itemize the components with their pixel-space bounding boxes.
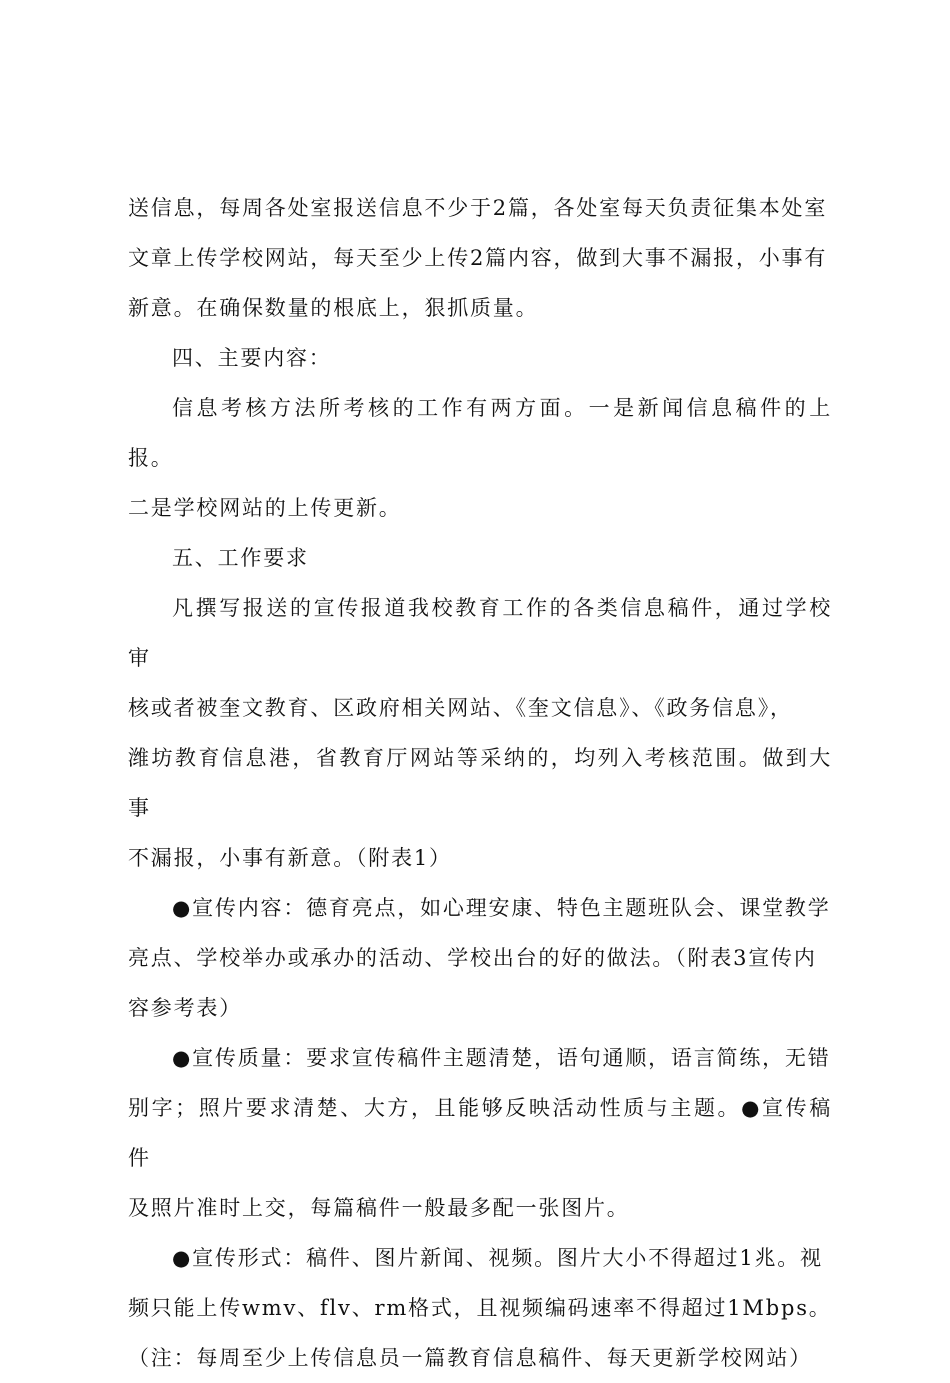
text-line: 信息考核方法所考核的工作有两方面。一是新闻信息稿件的上报。 — [128, 396, 832, 470]
text-line: 亮点、学校举办或承办的活动、学校出台的好的做法。（附表3宣传内 — [128, 946, 817, 970]
text-line: 容参考表） — [128, 996, 242, 1020]
paragraph — [128, 533, 832, 583]
text-line: 不漏报，小事有新意。（附表1） — [128, 846, 452, 870]
text-line: 五、工作要求 — [172, 546, 309, 570]
text-line: （注：每周至少上传信息员一篇教育信息稿件、每天更新学校网站） — [128, 1346, 812, 1370]
text-line: 潍坊教育信息港，省教育厅网站等采纳的，均列入考核范围。做到大事 — [128, 746, 832, 820]
text-line: 二是学校网站的上传更新。 — [128, 496, 402, 520]
text-line: 送信息，每周各处室报送信息不少于2篇，各处室每天负责征集本处室 — [128, 196, 828, 220]
text-line: 及照片准时上交，每篇稿件一般最多配一张图片。 — [128, 1196, 630, 1220]
paragraph — [128, 1033, 832, 1233]
text-line: 文章上传学校网站，每天至少上传2篇内容，做到大事不漏报，小事有 — [128, 246, 828, 270]
paragraph — [128, 583, 832, 883]
text-line: 四、主要内容： — [172, 346, 332, 370]
text-line: ●宣传质量：要求宣传稿件主题清楚，语句通顺，语言简练，无错 — [172, 1046, 831, 1070]
text-line: ●宣传形式：稿件、图片新闻、视频。图片大小不得超过1兆。视 — [172, 1246, 823, 1270]
paragraph — [128, 333, 832, 383]
text-line: 别字；照片要求清楚、大方，且能够反映活动性质与主题。●宣传稿件 — [128, 1096, 832, 1170]
paragraph — [128, 183, 832, 333]
text-line: 凡撰写报送的宣传报道我校教育工作的各类信息稿件，通过学校审 — [128, 596, 832, 670]
paragraph — [128, 1233, 832, 1383]
text-line: 频只能上传wmv、flv、rm格式，且视频编码速率不得超过1Mbps。 — [128, 1296, 832, 1320]
paragraph — [128, 883, 832, 1033]
text-line: 核或者被奎文教育、区政府相关网站、《奎文信息》、《政务信息》， — [128, 696, 793, 720]
document-body — [128, 183, 832, 1383]
paragraph — [128, 383, 832, 533]
text-line: 新意。在确保数量的根底上，狠抓质量。 — [128, 296, 539, 320]
text-line: ●宣传内容：德育亮点，如心理安康、特色主题班队会、课堂教学 — [172, 896, 831, 920]
